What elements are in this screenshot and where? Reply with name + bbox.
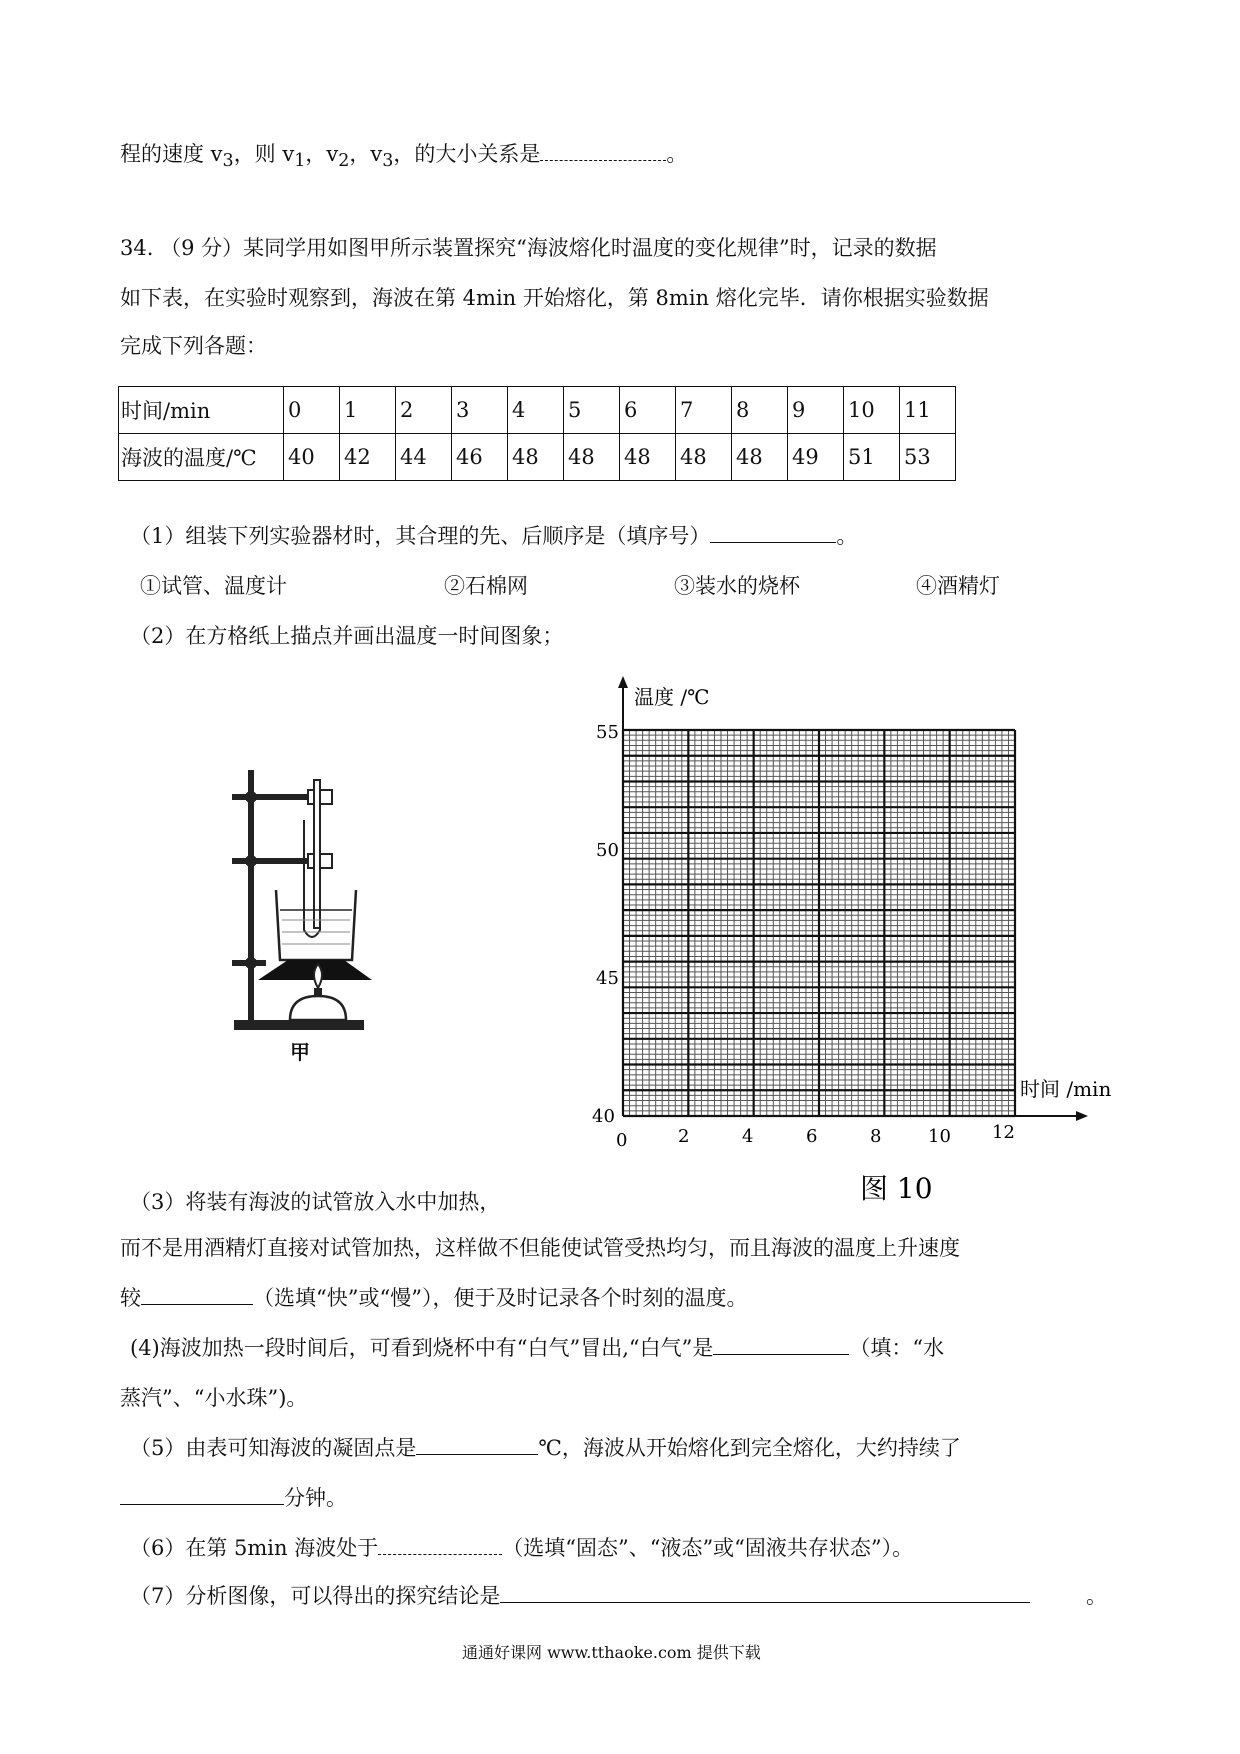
answer-blank-white-gas[interactable] xyxy=(713,1336,849,1355)
part1-question: （1）组装下列实验器材时，其合理的先、后顺序是（填序号） 。 xyxy=(130,524,858,548)
table-cell: 51 xyxy=(844,434,900,481)
alcohol-lamp-icon xyxy=(290,996,346,1020)
y-tick-55: 55 xyxy=(596,722,619,743)
part1-option-1: ①试管、温度计 xyxy=(140,574,287,598)
x-tick-6: 6 xyxy=(806,1126,818,1147)
answer-blank-velocity[interactable] xyxy=(540,142,666,161)
data-table xyxy=(118,386,956,481)
answer-blank-freezing-point[interactable] xyxy=(416,1436,538,1455)
stand-rod xyxy=(248,770,254,1022)
table-cell: 10 xyxy=(844,387,900,434)
y-axis-label: 温度 /℃ xyxy=(634,685,710,709)
part5-line2: 分钟。 xyxy=(120,1482,347,1512)
table-cell: 44 xyxy=(396,434,452,481)
table-cell: 48 xyxy=(564,434,620,481)
question-34-line3: 完成下列各题： xyxy=(120,334,267,358)
temperature-time-grid xyxy=(578,676,1118,1216)
table-header-temperature: 海波的温度/℃ xyxy=(119,434,284,481)
part1-option-2: ②石棉网 xyxy=(444,574,528,598)
part4-line1: (4)海波加热一段时间后，可看到烧杯中有“白气”冒出,“白气”是 （填：“水 xyxy=(130,1336,945,1360)
part1-option-3: ③装水的烧杯 xyxy=(674,574,800,598)
figure-caption: 图 10 xyxy=(860,1172,933,1205)
y-axis-arrow-icon xyxy=(618,676,628,688)
part4-line2: 蒸汽”、“小水珠”)。 xyxy=(120,1386,308,1410)
x-axis-arrow-icon xyxy=(1076,1111,1088,1121)
table-cell: 5 xyxy=(564,387,620,434)
y-tick-40: 40 xyxy=(592,1106,615,1127)
x-tick-0: 0 xyxy=(616,1130,628,1151)
figure-label-jia: 甲 xyxy=(290,1040,310,1064)
x-tick-4: 4 xyxy=(742,1126,754,1147)
table-cell: 2 xyxy=(396,387,452,434)
table-cell: 6 xyxy=(620,387,676,434)
x-tick-8: 8 xyxy=(870,1126,882,1147)
table-cell: 48 xyxy=(508,434,564,481)
table-cell: 46 xyxy=(452,434,508,481)
table-cell: 48 xyxy=(620,434,676,481)
table-cell: 8 xyxy=(732,387,788,434)
y-tick-50: 50 xyxy=(596,840,619,861)
answer-blank-duration[interactable] xyxy=(120,1486,284,1505)
x-axis-label: 时间 /min xyxy=(1020,1077,1112,1101)
x-tick-10: 10 xyxy=(928,1126,951,1147)
part6-line: （6）在第 5min 海波处于 （选填“固态”、“液态”或“固液共存状态”）。 xyxy=(130,1536,914,1560)
table-cell: 42 xyxy=(340,434,396,481)
part7-end: 。 xyxy=(1086,1584,1107,1608)
question-number: 34. xyxy=(120,236,154,260)
table-cell: 0 xyxy=(284,387,340,434)
table-cell: 53 xyxy=(900,434,956,481)
table-cell: 1 xyxy=(340,387,396,434)
part3-line2: 而不是用酒精灯直接对试管加热，这样做不但能使试管受热均匀，而且海波的温度上升速度 xyxy=(120,1236,960,1260)
x-tick-12: 12 xyxy=(992,1122,1015,1143)
table-cell: 48 xyxy=(676,434,732,481)
table-header-time: 时间/min xyxy=(119,387,284,434)
answer-blank-state[interactable] xyxy=(378,1536,502,1555)
question-34-line2: 如下表，在实验时观察到，海波在第 4min 开始熔化，第 8min 熔化完毕．请你根据实验数据 xyxy=(120,286,989,310)
table-row-time xyxy=(119,387,956,434)
answer-blank-order[interactable] xyxy=(710,524,836,543)
apparatus-figure xyxy=(228,760,378,1070)
carryover-line: 程的速度 $v_3$，则 $v_1$，$v_2$，$v_3$，的大小关系是 。 xyxy=(120,142,688,172)
question-34-line1: 34. （9 分）某同学用如图甲所示装置探究“海波熔化时温度的变化规律”时，记录的数据 xyxy=(120,236,937,260)
table-cell: 40 xyxy=(284,434,340,481)
part5-line1: （5）由表可知海波的凝固点是 ℃，海波从开始熔化到完全熔化，大约持续了 xyxy=(130,1436,961,1460)
table-cell: 9 xyxy=(788,387,844,434)
part7-line: （7）分析图像，可以得出的探究结论是 xyxy=(130,1580,1030,1610)
flame-icon xyxy=(314,964,322,988)
part1-option-4: ④酒精灯 xyxy=(916,574,1000,598)
y-tick-45: 45 xyxy=(596,968,619,989)
table-cell: 11 xyxy=(900,387,956,434)
table-cell: 48 xyxy=(732,434,788,481)
table-cell: 49 xyxy=(788,434,844,481)
table-row-temperature xyxy=(119,434,956,481)
x-tick-2: 2 xyxy=(678,1126,690,1147)
page-footer: 通通好课网 www.tthaoke.com 提供下载 xyxy=(462,1643,761,1662)
answer-blank-conclusion[interactable] xyxy=(500,1584,1030,1603)
table-cell: 3 xyxy=(452,387,508,434)
table-cell: 7 xyxy=(676,387,732,434)
part3-line1: （3）将装有海波的试管放入水中加热， xyxy=(130,1190,501,1214)
table-cell: 4 xyxy=(508,387,564,434)
part2-question: （2）在方格纸上描点并画出温度一时间图象； xyxy=(130,624,564,648)
answer-blank-speed[interactable] xyxy=(141,1286,253,1305)
part3-line3: 较 （选填“快”或“慢”），便于及时记录各个时刻的温度。 xyxy=(120,1286,748,1310)
